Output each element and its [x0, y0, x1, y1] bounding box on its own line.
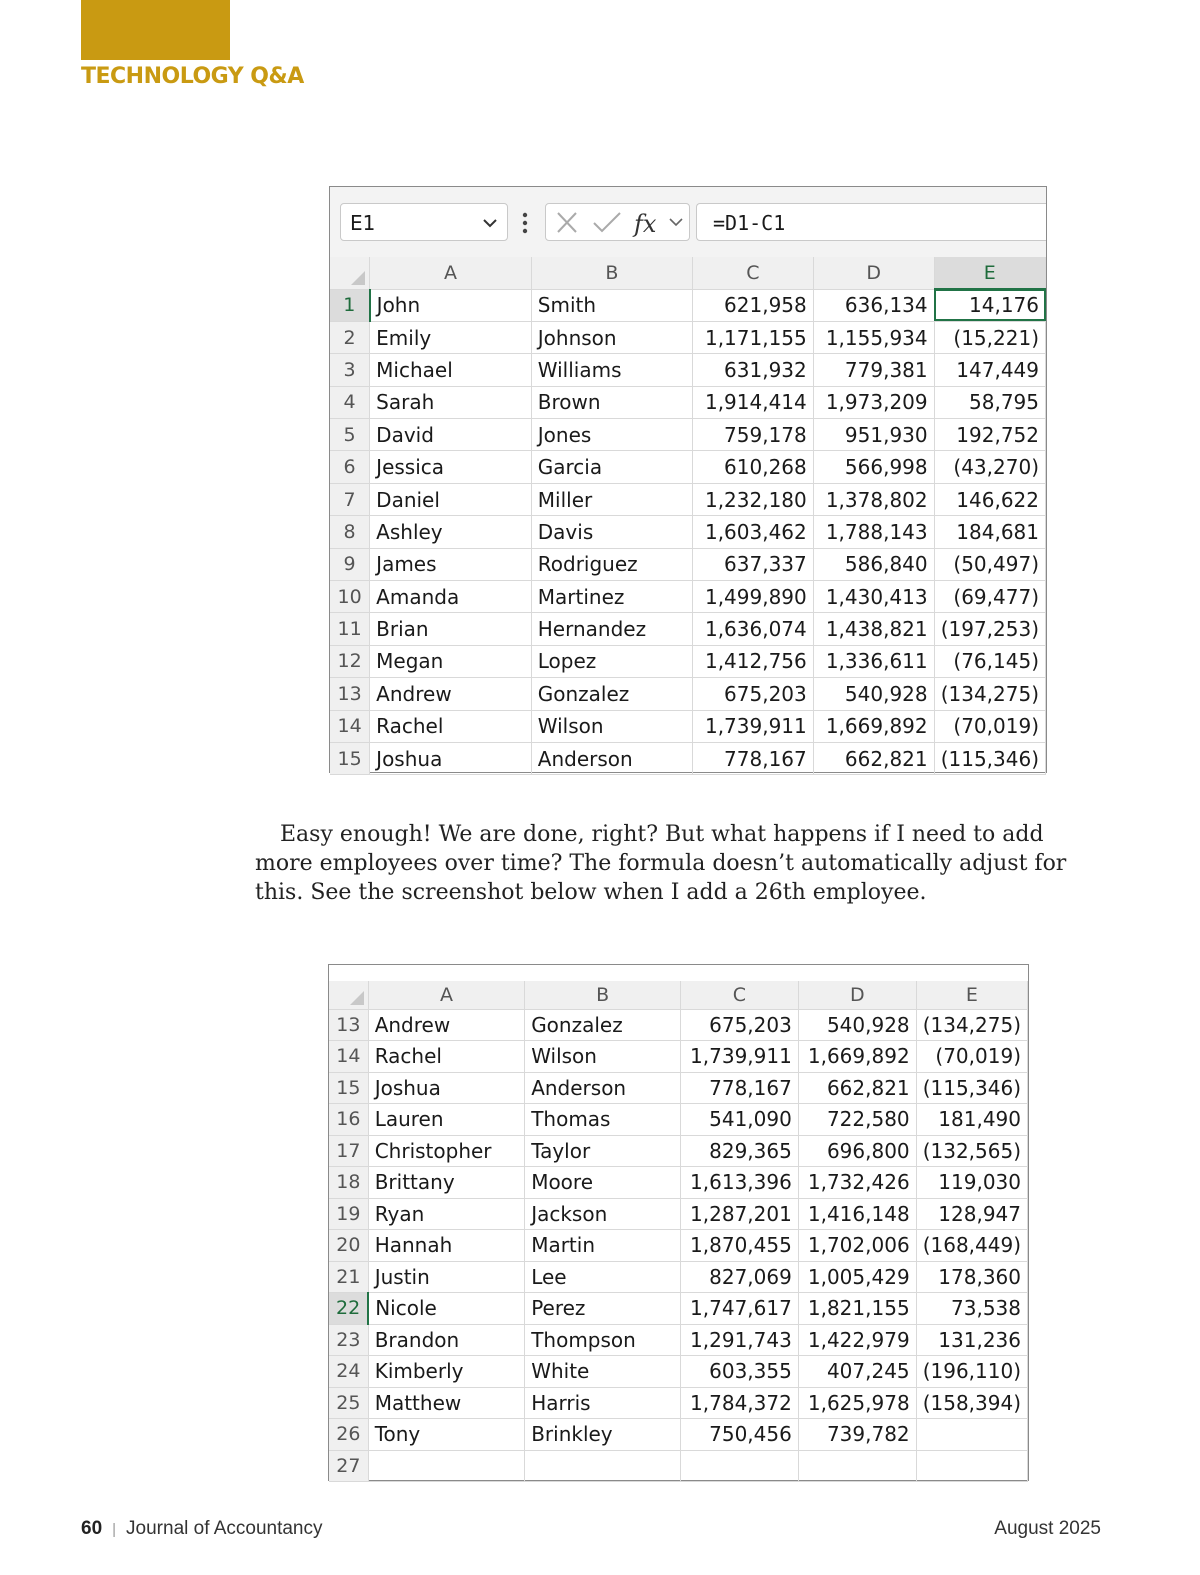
row-header[interactable]: 13 [329, 1009, 368, 1041]
cell-a6[interactable]: Jessica [370, 451, 532, 483]
column-header-row [330, 257, 1046, 289]
table-row [330, 678, 1046, 710]
cell-c14[interactable]: 1,739,911 [692, 710, 813, 742]
cell-d14[interactable]: 1,669,892 [813, 710, 934, 742]
name-box-value: E1 [350, 211, 376, 235]
cell-b21[interactable]: Lee [525, 1261, 681, 1293]
name-box[interactable] [340, 203, 508, 241]
cell-e14[interactable]: (70,019) [916, 1041, 1027, 1073]
cell-b3[interactable]: Williams [531, 354, 692, 386]
row-header[interactable]: 2 [330, 321, 370, 353]
cell-b10[interactable]: Martinez [531, 581, 692, 613]
table-row [330, 354, 1046, 386]
cell-a7[interactable]: Daniel [370, 483, 532, 515]
cell-c27[interactable] [681, 1450, 799, 1482]
row-header[interactable]: 11 [330, 613, 370, 645]
formula-input[interactable] [696, 203, 1046, 241]
footer-left [81, 1518, 323, 1540]
cell-e22[interactable]: 73,538 [916, 1293, 1027, 1325]
spreadsheet-screenshot-1 [329, 186, 1047, 773]
cell-grid [329, 981, 1028, 1482]
cell-e19[interactable]: 128,947 [916, 1198, 1027, 1230]
cell-e11[interactable]: (197,253) [934, 613, 1045, 645]
column-header-b[interactable]: B [531, 257, 692, 289]
cell-b20[interactable]: Martin [525, 1230, 681, 1262]
cell-e12[interactable]: (76,145) [934, 645, 1045, 677]
cell-b2[interactable]: Johnson [531, 321, 692, 353]
cell-c9[interactable]: 637,337 [692, 548, 813, 580]
table-row [330, 516, 1046, 548]
cell-a24[interactable]: Kimberly [368, 1356, 524, 1388]
cell-c12[interactable]: 1,412,756 [692, 645, 813, 677]
column-header-d[interactable]: D [813, 257, 934, 289]
cell-a19[interactable]: Ryan [368, 1198, 524, 1230]
cell-d20[interactable]: 1,702,006 [798, 1230, 916, 1262]
cell-e27[interactable] [916, 1450, 1027, 1482]
cell-b27[interactable] [525, 1450, 681, 1482]
table-row [329, 1450, 1028, 1482]
table-row [329, 1261, 1028, 1293]
cell-c8[interactable]: 1,603,462 [692, 516, 813, 548]
cell-c13[interactable]: 675,203 [681, 1009, 799, 1041]
cell-a22[interactable]: Nicole [368, 1293, 524, 1325]
cell-b18[interactable]: Moore [525, 1167, 681, 1199]
cell-c3[interactable]: 631,932 [692, 354, 813, 386]
cell-d7[interactable]: 1,378,802 [813, 483, 934, 515]
cell-a10[interactable]: Amanda [370, 581, 532, 613]
page-number: 60 [81, 1518, 103, 1539]
cell-c10[interactable]: 1,499,890 [692, 581, 813, 613]
table-row [330, 386, 1046, 418]
cell-d27[interactable] [798, 1450, 916, 1482]
column-header-b[interactable]: B [525, 981, 681, 1009]
row-header[interactable]: 15 [329, 1072, 368, 1104]
cell-d9[interactable]: 586,840 [813, 548, 934, 580]
cell-b6[interactable]: Garcia [531, 451, 692, 483]
row-header[interactable]: 5 [330, 419, 370, 451]
cell-c20[interactable]: 1,870,455 [681, 1230, 799, 1262]
cell-a15[interactable]: Joshua [368, 1072, 524, 1104]
cell-c13[interactable]: 675,203 [692, 678, 813, 710]
cell-c26[interactable]: 750,456 [681, 1419, 799, 1451]
cell-a13[interactable]: Andrew [368, 1009, 524, 1041]
table-row [329, 1167, 1028, 1199]
table-row [329, 1230, 1028, 1262]
cell-d22[interactable]: 1,821,155 [798, 1293, 916, 1325]
row-header[interactable]: 14 [330, 710, 370, 742]
cell-c19[interactable]: 1,287,201 [681, 1198, 799, 1230]
cell-c2[interactable]: 1,171,155 [692, 321, 813, 353]
table-row [330, 321, 1046, 353]
row-header[interactable]: 22 [329, 1293, 368, 1325]
cell-b14[interactable]: Wilson [531, 710, 692, 742]
table-row [329, 1387, 1028, 1419]
cell-d12[interactable]: 1,336,611 [813, 645, 934, 677]
enter-icon[interactable] [594, 213, 620, 231]
cell-b4[interactable]: Brown [531, 386, 692, 418]
row-header[interactable]: 1 [330, 289, 370, 321]
cell-a4[interactable]: Sarah [370, 386, 532, 418]
cell-d8[interactable]: 1,788,143 [813, 516, 934, 548]
cell-a14[interactable]: Rachel [370, 710, 532, 742]
cell-a2[interactable]: Emily [370, 321, 532, 353]
cell-a13[interactable]: Andrew [370, 678, 532, 710]
cell-b9[interactable]: Rodriguez [531, 548, 692, 580]
cell-b5[interactable]: Jones [531, 419, 692, 451]
cell-d10[interactable]: 1,430,413 [813, 581, 934, 613]
cell-d3[interactable]: 779,381 [813, 354, 934, 386]
more-options-icon[interactable] [522, 211, 528, 235]
row-header[interactable]: 21 [329, 1261, 368, 1293]
cell-grid [330, 257, 1046, 775]
cell-e16[interactable]: 181,490 [916, 1104, 1027, 1136]
cell-b19[interactable]: Jackson [525, 1198, 681, 1230]
row-header[interactable]: 15 [330, 742, 370, 774]
cell-a27[interactable] [368, 1450, 524, 1482]
cell-d11[interactable]: 1,438,821 [813, 613, 934, 645]
table-row [329, 1419, 1028, 1451]
cell-b15[interactable]: Anderson [531, 742, 692, 774]
column-header-e[interactable]: E [934, 257, 1045, 289]
issue-date: August 2025 [994, 1518, 1101, 1539]
cell-e25[interactable]: (158,394) [916, 1387, 1027, 1419]
table-row [329, 1198, 1028, 1230]
cell-d13[interactable]: 540,928 [798, 1009, 916, 1041]
row-header[interactable]: 24 [329, 1356, 368, 1388]
cell-a14[interactable]: Rachel [368, 1041, 524, 1073]
cell-b25[interactable]: Harris [525, 1387, 681, 1419]
row-header[interactable]: 27 [329, 1450, 368, 1482]
cell-b1[interactable]: Smith [531, 289, 692, 321]
cell-a21[interactable]: Justin [368, 1261, 524, 1293]
table-row [329, 1072, 1028, 1104]
cell-e17[interactable]: (132,565) [916, 1135, 1027, 1167]
cell-b13[interactable]: Gonzalez [525, 1009, 681, 1041]
cell-d23[interactable]: 1,422,979 [798, 1324, 916, 1356]
formula-bar [330, 187, 1046, 257]
row-header[interactable]: 3 [330, 354, 370, 386]
cell-c17[interactable]: 829,365 [681, 1135, 799, 1167]
cell-a8[interactable]: Ashley [370, 516, 532, 548]
chevron-down-icon [481, 214, 499, 232]
table-row [329, 1009, 1028, 1041]
row-header[interactable]: 26 [329, 1419, 368, 1451]
cell-b15[interactable]: Anderson [525, 1072, 681, 1104]
column-header-c[interactable]: C [681, 981, 799, 1009]
cell-c7[interactable]: 1,232,180 [692, 483, 813, 515]
column-header-e[interactable]: E [916, 981, 1027, 1009]
insert-function-icon[interactable] [632, 210, 682, 238]
row-header[interactable]: 8 [330, 516, 370, 548]
cell-c18[interactable]: 1,613,396 [681, 1167, 799, 1199]
cell-e5[interactable]: 192,752 [934, 419, 1045, 451]
table-row [329, 1104, 1028, 1136]
cell-a16[interactable]: Lauren [368, 1104, 524, 1136]
table-row [330, 581, 1046, 613]
cell-d17[interactable]: 696,800 [798, 1135, 916, 1167]
cell-b14[interactable]: Wilson [525, 1041, 681, 1073]
cell-e13[interactable]: (134,275) [934, 678, 1045, 710]
svg-text:fx: fx [634, 210, 657, 238]
formula-buttons [545, 203, 690, 241]
table-row [330, 451, 1046, 483]
cell-a18[interactable]: Brittany [368, 1167, 524, 1199]
select-all-corner[interactable] [330, 257, 370, 289]
row-header[interactable]: 20 [329, 1230, 368, 1262]
cell-d15[interactable]: 662,821 [798, 1072, 916, 1104]
cell-c6[interactable]: 610,268 [692, 451, 813, 483]
cell-e24[interactable]: (196,110) [916, 1356, 1027, 1388]
table-row [330, 483, 1046, 515]
cell-e2[interactable]: (15,221) [934, 321, 1045, 353]
cell-e6[interactable]: (43,270) [934, 451, 1045, 483]
cell-d19[interactable]: 1,416,148 [798, 1198, 916, 1230]
cell-b7[interactable]: Miller [531, 483, 692, 515]
cell-e15[interactable]: (115,346) [916, 1072, 1027, 1104]
column-header-d[interactable]: D [798, 981, 916, 1009]
cell-a12[interactable]: Megan [370, 645, 532, 677]
cell-b16[interactable]: Thomas [525, 1104, 681, 1136]
body-paragraph: Easy enough! We are done, right? But what happens if I need to add more employees over time? The formula doesn’t automatically adjust for this. See the screenshot below when I add a 26th employee. [255, 822, 1067, 905]
row-header[interactable]: 12 [330, 645, 370, 677]
cell-b24[interactable]: White [525, 1356, 681, 1388]
cell-e4[interactable]: 58,795 [934, 386, 1045, 418]
table-row [329, 1324, 1028, 1356]
table-row [329, 1356, 1028, 1388]
cell-e14[interactable]: (70,019) [934, 710, 1045, 742]
cell-a20[interactable]: Hannah [368, 1230, 524, 1262]
cell-e13[interactable]: (134,275) [916, 1009, 1027, 1041]
cell-c14[interactable]: 1,739,911 [681, 1041, 799, 1073]
cell-c22[interactable]: 1,747,617 [681, 1293, 799, 1325]
row-header[interactable]: 13 [330, 678, 370, 710]
table-row [330, 613, 1046, 645]
cell-d15[interactable]: 662,821 [813, 742, 934, 774]
cell-a9[interactable]: James [370, 548, 532, 580]
row-header[interactable]: 9 [330, 548, 370, 580]
cell-c5[interactable]: 759,178 [692, 419, 813, 451]
cell-c23[interactable]: 1,291,743 [681, 1324, 799, 1356]
cell-b23[interactable]: Thompson [525, 1324, 681, 1356]
row-header[interactable]: 4 [330, 386, 370, 418]
cell-b12[interactable]: Lopez [531, 645, 692, 677]
cell-a23[interactable]: Brandon [368, 1324, 524, 1356]
cell-b11[interactable]: Hernandez [531, 613, 692, 645]
cell-e8[interactable]: 184,681 [934, 516, 1045, 548]
column-header-row [329, 981, 1028, 1009]
table-row [329, 1041, 1028, 1073]
row-header[interactable]: 25 [329, 1387, 368, 1419]
cell-e3[interactable]: 147,449 [934, 354, 1045, 386]
cell-a3[interactable]: Michael [370, 354, 532, 386]
cell-c15[interactable]: 778,167 [681, 1072, 799, 1104]
row-header[interactable]: 7 [330, 483, 370, 515]
table-row [329, 1135, 1028, 1167]
select-all-corner[interactable] [329, 981, 368, 1009]
cell-e18[interactable]: 119,030 [916, 1167, 1027, 1199]
cell-a1[interactable]: John [370, 289, 532, 321]
cell-a26[interactable]: Tony [368, 1419, 524, 1451]
cell-d14[interactable]: 1,669,892 [798, 1041, 916, 1073]
table-row [330, 289, 1046, 321]
table-row [330, 742, 1046, 774]
cell-d13[interactable]: 540,928 [813, 678, 934, 710]
row-header[interactable]: 17 [329, 1135, 368, 1167]
cell-c15[interactable]: 778,167 [692, 742, 813, 774]
formula-text: =D1-C1 [713, 211, 786, 235]
cell-a15[interactable]: Joshua [370, 742, 532, 774]
cell-c25[interactable]: 1,784,372 [681, 1387, 799, 1419]
cell-d1[interactable]: 636,134 [813, 289, 934, 321]
cell-e9[interactable]: (50,497) [934, 548, 1045, 580]
header-color-block [81, 0, 230, 60]
publication-name: Journal of Accountancy [126, 1518, 323, 1539]
row-header[interactable]: 23 [329, 1324, 368, 1356]
spreadsheet-screenshot-2 [328, 964, 1029, 1481]
row-header[interactable]: 6 [330, 451, 370, 483]
cancel-icon[interactable] [558, 213, 576, 232]
cell-d18[interactable]: 1,732,426 [798, 1167, 916, 1199]
cell-d6[interactable]: 566,998 [813, 451, 934, 483]
table-row [330, 548, 1046, 580]
column-header-a[interactable]: A [368, 981, 524, 1009]
row-header[interactable]: 18 [329, 1167, 368, 1199]
column-header-c[interactable]: C [692, 257, 813, 289]
cell-d5[interactable]: 951,930 [813, 419, 934, 451]
column-header-a[interactable]: A [370, 257, 532, 289]
cell-b22[interactable]: Perez [525, 1293, 681, 1325]
cell-e20[interactable]: (168,449) [916, 1230, 1027, 1262]
cell-a17[interactable]: Christopher [368, 1135, 524, 1167]
row-header[interactable]: 10 [330, 581, 370, 613]
cell-d21[interactable]: 1,005,429 [798, 1261, 916, 1293]
cell-b8[interactable]: Davis [531, 516, 692, 548]
cell-e26[interactable] [916, 1419, 1027, 1451]
row-header[interactable]: 19 [329, 1198, 368, 1230]
table-row [329, 1293, 1028, 1325]
cell-b26[interactable]: Brinkley [525, 1419, 681, 1451]
cell-d25[interactable]: 1,625,978 [798, 1387, 916, 1419]
cell-b13[interactable]: Gonzalez [531, 678, 692, 710]
cell-c24[interactable]: 603,355 [681, 1356, 799, 1388]
cell-a25[interactable]: Matthew [368, 1387, 524, 1419]
cell-d26[interactable]: 739,782 [798, 1419, 916, 1451]
cell-e10[interactable]: (69,477) [934, 581, 1045, 613]
cell-d2[interactable]: 1,155,934 [813, 321, 934, 353]
row-header[interactable]: 16 [329, 1104, 368, 1136]
cell-c4[interactable]: 1,914,414 [692, 386, 813, 418]
cell-e21[interactable]: 178,360 [916, 1261, 1027, 1293]
table-row [330, 710, 1046, 742]
cell-d16[interactable]: 722,580 [798, 1104, 916, 1136]
cell-e23[interactable]: 131,236 [916, 1324, 1027, 1356]
cell-c11[interactable]: 1,636,074 [692, 613, 813, 645]
cell-c1[interactable]: 621,958 [692, 289, 813, 321]
row-header[interactable]: 14 [329, 1041, 368, 1073]
cell-c16[interactable]: 541,090 [681, 1104, 799, 1136]
table-row [330, 645, 1046, 677]
cell-b17[interactable]: Taylor [525, 1135, 681, 1167]
cell-e15[interactable]: (115,346) [934, 742, 1045, 774]
cell-d24[interactable]: 407,245 [798, 1356, 916, 1388]
cell-e7[interactable]: 146,622 [934, 483, 1045, 515]
cell-a11[interactable]: Brian [370, 613, 532, 645]
cell-e1[interactable]: 14,176 [934, 289, 1045, 321]
cell-a5[interactable]: David [370, 419, 532, 451]
cell-c21[interactable]: 827,069 [681, 1261, 799, 1293]
section-label: TECHNOLOGY Q&A [81, 64, 304, 89]
cell-d4[interactable]: 1,973,209 [813, 386, 934, 418]
table-row [330, 419, 1046, 451]
footer-separator: | [112, 1521, 117, 1538]
